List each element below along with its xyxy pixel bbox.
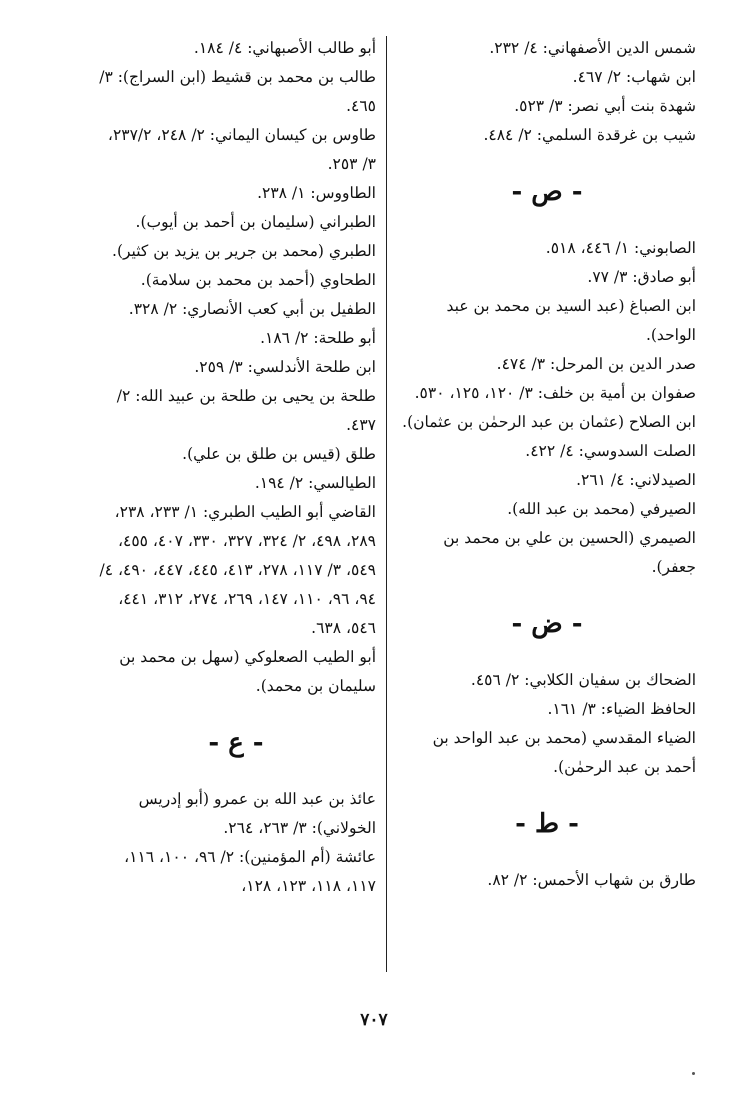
index-entry: طلحة بن يحيى بن طلحة بن عبيد الله: ٢/ ٤٣٧.	[116, 387, 376, 434]
index-entry: الصابوني: ١/ ٤٤٦، ٥١٨.	[545, 239, 696, 257]
index-entry: الصلت السدوسي: ٤/ ٤٢٢.	[525, 442, 696, 460]
page-number: ٧٠٧	[360, 1010, 388, 1030]
index-entry: أبو طلحة: ٢/ ١٨٦.	[260, 329, 376, 347]
index-entry: الطيالسي: ٢/ ١٩٤.	[254, 474, 376, 492]
index-entry: صدر الدين بن المرحل: ٣/ ٤٧٤.	[496, 355, 696, 373]
index-entry: الصيرفي (محمد بن عبد الله).	[507, 500, 696, 518]
index-entry: شيب بن غرقدة السلمي: ٢/ ٤٨٤.	[483, 126, 696, 144]
index-entry: الضياء المقدسي (محمد بن عبد الواحد بن أحمد بن عبد الرحمٰن).	[432, 729, 696, 776]
index-entry: الطاووس: ١/ ٢٣٨.	[257, 184, 376, 202]
index-entry: طاوس بن كيسان اليماني: ٢/ ٢٤٨، ٢٣٧/٢، ٣/ ٢٥٣.	[107, 126, 376, 173]
right-column	[398, 34, 696, 895]
index-entry: طارق بن شهاب الأحمس: ٢/ ٨٢.	[487, 871, 696, 889]
index-entry: أبو صادق: ٣/ ٧٧.	[587, 268, 696, 286]
index-entry: الطبراني (سليمان بن أحمد بن أيوب).	[135, 213, 376, 231]
index-entry: ابن شهاب: ٢/ ٤٦٧.	[572, 68, 696, 86]
index-entry: طالب بن محمد بن قشيط (ابن السراج): ٣/ ٤٦٥.	[99, 68, 376, 115]
index-entry: عائذ بن عبد الله بن عمرو (أبو إدريس الخولاني): ٣/ ٢٦٣، ٢٦٤.	[138, 790, 376, 837]
column-divider	[386, 36, 387, 972]
index-entry: عائشة (أم المؤمنين): ٢/ ٩٦، ١٠٠، ١١٦، ١١٧، ١١٨، ١٢٣، ١٢٨،	[124, 848, 376, 895]
index-entry: طلق (قيس بن طلق بن علي).	[182, 445, 376, 463]
letter-heading: - ع -	[208, 728, 264, 758]
letter-heading: - ط -	[515, 809, 579, 839]
scan-speck	[692, 1072, 695, 1075]
index-entry: صفوان بن أمية بن خلف: ٣/ ١٢٠، ١٢٥، ٥٣٠.	[414, 384, 696, 402]
index-entry: الصيدلاني: ٤/ ٢٦١.	[576, 471, 696, 489]
index-entry: القاضي أبو الطيب الطبري: ١/ ٢٣٣، ٢٣٨، ٢٨٩، ٤٩٨، ٢/ ٣٢٤، ٣٢٧، ٣٣٠، ٤٠٧، ٤٥٥، ٥٤٩، ٣/ ١١٧، ٢٧٨، ٤١٣، ٤٤٥، ٤٤٧، ٤٩٠، ٤/ ٩٤، ٩٦، ١١٠، ١٤٧، ٢٦٩، ٢٧٤، ٣١٢، ٤٤١، ٥٤٦، ٦٣٨.	[99, 503, 376, 637]
index-entry: أبو الطيب الصعلوكي (سهل بن محمد بن سليمان بن محمد).	[119, 648, 376, 695]
index-entry: ابن طلحة الأندلسي: ٣/ ٢٥٩.	[194, 358, 376, 376]
index-entry: شمس الدين الأصفهاني: ٤/ ٢٣٢.	[489, 39, 696, 57]
left-column	[96, 34, 376, 901]
index-entry: شهدة بنت أبي نصر: ٣/ ٥٢٣.	[514, 97, 696, 115]
index-entry: ابن الصلاح (عثمان بن عبد الرحمٰن بن عثمان).	[402, 413, 696, 431]
index-entry: الصيمري (الحسين بن علي بن محمد بن جعفر).	[443, 529, 696, 576]
index-entry: الطحاوي (أحمد بن محمد بن سلامة).	[140, 271, 376, 289]
index-entry: الطفيل بن أبي كعب الأنصاري: ٢/ ٣٢٨.	[128, 300, 376, 318]
index-entry: الطبري (محمد بن جرير بن يزيد بن كثير).	[112, 242, 376, 260]
letter-heading: - ض -	[511, 609, 583, 639]
letter-heading: - ص -	[511, 177, 583, 207]
index-entry: ابن الصباغ (عبد السيد بن محمد بن عبد الواحد).	[446, 297, 696, 344]
index-entry: أبو طالب الأصبهاني: ٤/ ١٨٤.	[193, 39, 376, 57]
index-entry: الضحاك بن سفيان الكلابي: ٢/ ٤٥٦.	[470, 671, 696, 689]
index-entry: الحافظ الضياء: ٣/ ١٦١.	[547, 700, 696, 718]
